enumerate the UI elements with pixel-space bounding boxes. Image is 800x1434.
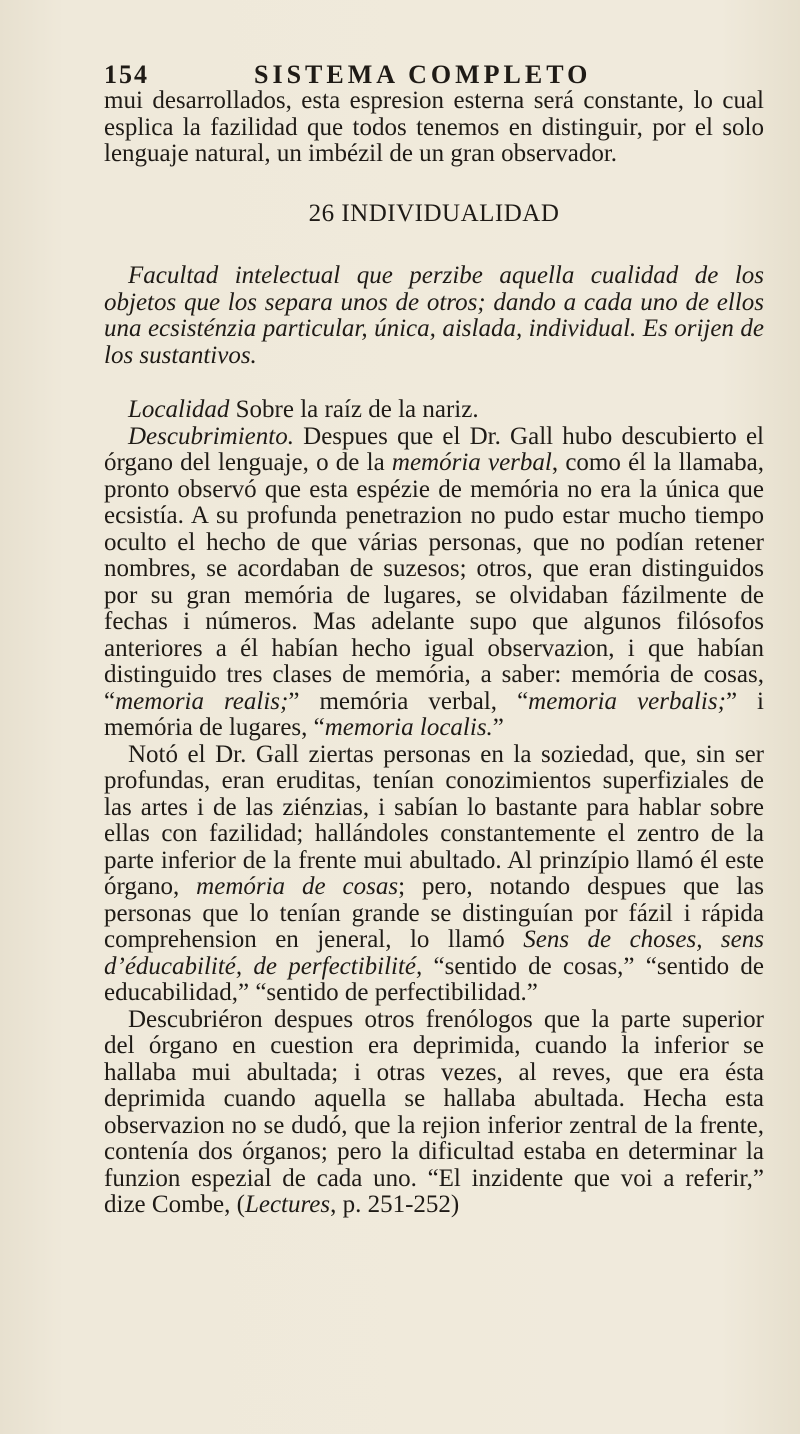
text-run: , p. 251-252) [330, 1191, 460, 1218]
text-run: , como él la llamaba, pronto observó que esta espézie de memória no era la única que ecsistía. A su profunda penetrazion no pudo estar mucho tiempo oculto el hecho de que várias personas, que no podían retener nombres, se acordaban de suzesos; otros, que eran distinguidos por su gran memória de lugares, se olvidaban fázilmente de fechas i números. Mas adelante supo que algunos filósofos anteriores a él habían hecho igual observazion, i que habían distinguido tres clases de memória, a saber: memória de cosas, “ [104, 449, 764, 715]
localidad-paragraph [104, 397, 764, 424]
text-run: “sentido de cosas,” “sentido de educabilidad,” “sentido de perfectibilidad.” [104, 952, 764, 1006]
running-title: SISTEMA COMPLETO [254, 60, 592, 89]
section-title: 26 INDIVIDUALIDAD [308, 199, 560, 227]
text-run: Notó el Dr. Gall ziertas personas en la soziedad, que, sin ser profundas, eran eruditas, tenían conozimientos superfiziales de las artes i de las ziénzias, i sabían lo bastante para hablar sobre ellas con fazilidad; hallándoles constantemente el zentro de la parte inferior de la frente mui abultado. Al prinzípio llamó él este órgano, [104, 740, 764, 900]
italic-term: memoria localis. [324, 714, 493, 741]
text-run: Despues que el Dr. Gall hubo descubierto el órgano del lenguaje, o de la [104, 422, 764, 476]
italic-term: memória de cosas [196, 873, 399, 900]
page-body [104, 88, 764, 1219]
text-run: ” [492, 714, 504, 741]
descubrimiento-label: Descubrimiento. [128, 422, 294, 450]
descubrimiento-paragraph [104, 424, 764, 742]
localidad-label: Localidad [128, 396, 230, 423]
italic-term: Sens de choses, sens d’éducabilité, de perfectibilité, [104, 926, 764, 980]
definition-paragraph: Facultad intelectual que perzibe aquella cualidad de los objetos que los separa unos de otros; dando a cada uno de ellos una ecsisténzia particular, única, aislada, individual. Es orijen de los sustantivos. [104, 262, 764, 369]
text-run: ” i memória de lugares, “ [104, 687, 764, 741]
italic-term: memoria realis; [115, 687, 289, 715]
italic-term: memória verbal [391, 449, 552, 476]
text-run: ” memória verbal, “ [288, 687, 529, 715]
text-run: Descubriéron despues otros frenólogos que la parte superior del órgano en cuestion era deprimida, cuando la inferior se hallaba mui abultada; i otras vezes, al reves, que era ésta deprimida cuando aquella se hallaba abultada. Hecha esta observazion no se dudó, que la rejion inferior zentral de la frente, contenía dos órganos; pero la dificultad estaba en determinar la funzion espezial de cada uno. “El inzidente que voi a referir,” dize Combe, ( [104, 1005, 764, 1218]
gall-paragraph [104, 742, 764, 1007]
italic-term: Lectures [244, 1191, 331, 1218]
frenologos-paragraph [104, 1007, 764, 1219]
page-number: 154 [104, 60, 149, 89]
localidad-text: Sobre la raíz de la nariz. [229, 396, 479, 423]
italic-term: memoria verbalis; [528, 687, 726, 715]
text-run: ; pero, notando despues que las personas que lo tenían grande se distinguían por fázil i rápida comprehension en jeneral, lo llamó [104, 873, 764, 953]
paragraph-continuation: mui desarrollados, esta espresion esterna será constante, lo cual esplica la fazilidad que todos tenemos en distinguir, por el solo lenguaje natural, un imbézil de un gran observador. [104, 87, 764, 167]
